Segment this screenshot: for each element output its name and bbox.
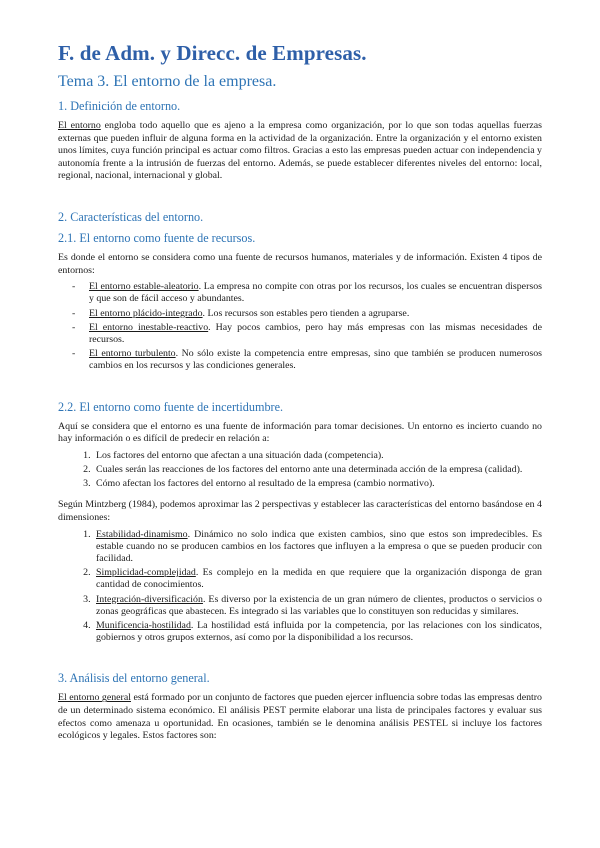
list-item-text: . Los recursos son estables pero tienden a agruparse. xyxy=(202,307,410,319)
term-entorno: El entorno xyxy=(58,120,101,131)
list-item-term: Simplicidad-complejidad xyxy=(96,567,196,579)
section-1-heading: 1. Definición de entorno. xyxy=(58,99,181,113)
list-item-term: El entorno plácido-integrado xyxy=(89,307,203,319)
list-item: 2. Cuales serán las reacciones de los factores del entorno ante una determinada acción de la empresa (calidad). xyxy=(93,464,542,476)
section-1-text: engloba todo aquello que es ajeno a la empresa como organización, por lo que son todas aquellas fuerzas externas que pueden influir de alguna forma en la actividad de la organización. Entre la organización y el entorno existen unos límites, cuya función principal es actuar como filtros. Gracias a esto las empresas pueden actuar con independencia y autonomía frente a la intrusión de fuerzas del entorno. Además, se puede establecer diferentes niveles del entorno: local, regional, nacional, internacional y global. xyxy=(58,120,542,182)
list-item-text: . Es complejo en la medida en que requiere que la organización disponga de gran cantidad de conocimientos. xyxy=(96,567,542,591)
list-item xyxy=(89,281,542,305)
section-2-2-intro: Aquí se considera que el entorno es una fuente de información para tomar decisiones. Un entorno es incierto cuando no hay información o es difícil de predecir en relación a: xyxy=(58,420,542,445)
dimensions-list xyxy=(58,529,542,645)
list-item-text: . No sólo existe la competencia entre empresas, sino que también se producen numerosos cambios en los recursos y las condiciones generales. xyxy=(89,348,542,372)
list-item xyxy=(89,322,542,346)
section-2-2-heading: 2.2. El entorno como fuente de incertidumbre. xyxy=(58,399,284,414)
list-item xyxy=(89,348,542,372)
list-item xyxy=(93,620,542,644)
document-subtitle: Tema 3. El entorno de la empresa. xyxy=(58,73,277,90)
list-item-term: El entorno estable-aleatorio xyxy=(89,281,199,293)
list-item-term: Munificencia-hostilidad xyxy=(96,619,191,631)
list-item-text: . La hostilidad está influida por la competencia, por las relaciones con los sindicatos, gobiernos y otros grupos externos, así como por la disponibilidad a los recursos. xyxy=(96,619,542,644)
list-item-text: . Es diverso por la existencia de un gran número de clientes, productos o servicios o zonas geográficas que abastecen. Es integrado si las variables que lo constituyen son reducidas y similares. xyxy=(96,593,542,617)
section-1-paragraph xyxy=(58,120,542,183)
section-2-1-intro: Es donde el entorno se considera como una fuente de recursos humanos, materiales y de información. Existen 4 tipos de entornos: xyxy=(58,251,542,276)
list-item-text: . Dinámico no solo indica que existen cambios, sino que estos son impredecibles. Es estable cuando no se producen cambios en los factores que influyen a la empresa o que se pueden producir con facilidad. xyxy=(96,528,542,564)
term-entorno-general: El entorno general xyxy=(58,692,131,704)
list-item-text: . Hay pocos cambios, pero hay más empresas con las mismas necesidades de recursos. xyxy=(89,321,542,345)
list-item xyxy=(93,594,542,618)
list-item: 1. Los factores del entorno que afectan a una situación dada (competencia). xyxy=(93,450,542,462)
uncertainty-factors-list xyxy=(58,450,542,491)
document-title: F. de Adm. y Direcc. de Empresas. xyxy=(58,41,367,65)
list-item xyxy=(93,529,542,566)
list-item-term: Integración-diversificación xyxy=(96,593,203,605)
list-item xyxy=(89,308,542,320)
section-3-heading: 3. Análisis del entorno general. xyxy=(58,671,210,686)
list-item: 3. Cómo afectan los factores del entorno al resultado de la empresa (cambio normativo). xyxy=(93,478,542,490)
section-3-text: está formado por un conjunto de factores que pueden ejercer influencia sobre todas las empresas dentro de un determinado sistema económico. El análisis PEST permite elaborar una lista de principales factores y evaluar sus efectos como amenaza u oportunidad. En ocasiones, también se le denomina análisis PESTEL si incluye los factores ecológicos y legales. Estos factores son: xyxy=(58,692,542,742)
section-3-paragraph xyxy=(58,692,542,742)
list-item-text: . La empresa no compite con otras por los recursos, los cuales se encuentran dispersos y que son de fácil acceso y abundantes. xyxy=(89,281,542,305)
section-2-heading: 2. Características del entorno. xyxy=(58,209,204,224)
entorno-types-list xyxy=(58,281,542,372)
list-item xyxy=(93,567,542,591)
mintzberg-paragraph: Según Mintzberg (1984), podemos aproximar las 2 perspectivas y establecer las características del entorno basándose en 4 dimensiones: xyxy=(58,499,542,523)
list-item-term: El entorno turbulento xyxy=(89,348,176,360)
section-2-1-heading: 2.1. El entorno como fuente de recursos. xyxy=(58,230,256,245)
list-item-term: El entorno inestable-reactivo xyxy=(89,321,209,333)
list-item-term: Estabilidad-dinamismo xyxy=(96,528,188,540)
